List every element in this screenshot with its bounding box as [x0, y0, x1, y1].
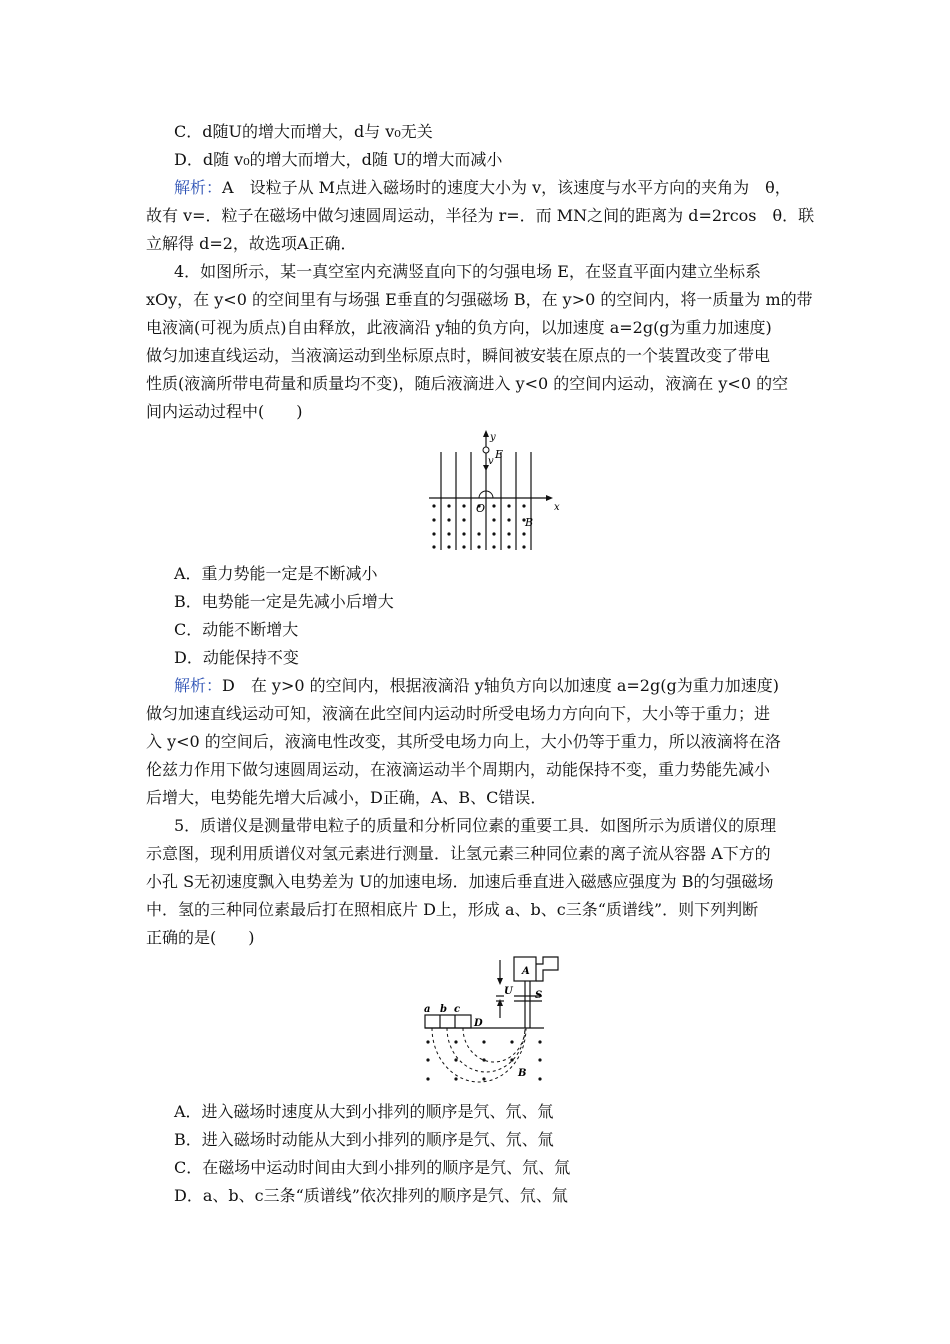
label-u: U [504, 986, 513, 997]
label-b: B [525, 516, 534, 529]
q3-answer-line-3: 立解得 d=2，故选项A正确． [146, 234, 357, 253]
label-e: E [495, 448, 504, 461]
q4-answer-line-2: 做匀加速直线运动可知，液滴在此空间内运动时所受电场力方向向下，大小等于重力；进 [146, 704, 771, 723]
q5-mass-spectrometer-diagram [418, 952, 568, 1094]
q4-option-b: B．电势能一定是先减小后增大 [174, 592, 394, 611]
q3-answer-line-2: 故有 v=．粒子在磁场中做匀速圆周运动，半径为 r=．而 MN之间的距离为 d=2rcos θ．联 [146, 206, 815, 225]
q3-option-d: D．d随 v₀的增大而增大，d随 U的增大而减小 [174, 150, 503, 169]
q5-stem-line-1: 5．质谱仪是测量带电粒子的质量和分析同位素的重要工具．如图所示为质谱仪的原理 [174, 816, 777, 835]
q4-option-d: D．动能保持不变 [174, 648, 299, 667]
q5-option-c: C．在磁场中运动时间由大到小排列的顺序是氕、氘、氚 [174, 1158, 571, 1177]
answer-label: 解析： [174, 178, 223, 197]
label-a: a [424, 1004, 431, 1015]
q3-option-c: C．d随U的增大而增大，d与 v₀无关 [174, 122, 433, 141]
label-field-b: B [518, 1068, 527, 1079]
q5-stem-line-5: 正确的是( ) [146, 928, 255, 947]
q5-stem-line-2: 示意图，现利用质谱仪对氢元素进行测量．让氢元素三种同位素的离子流从容器 A下方的 [146, 844, 771, 863]
label-s: S [535, 990, 543, 1001]
q4-stem-line-1: 4．如图所示，某一真空室内充满竖直向下的匀强电场 E，在竖直平面内建立坐标系 [174, 262, 761, 281]
q4-stem-line-6: 间内运动过程中( ) [146, 402, 303, 421]
label-container-a: A [522, 966, 530, 977]
q4-answer-line-3: 入 y<0 的空间后，液滴电性改变，其所受电场力向上，大小仍等于重力，所以液滴将在洛 [146, 732, 781, 751]
q4-stem-line-5: 性质(液滴所带电荷量和质量均不变)，随后液滴进入 y<0 的空间内运动，液滴在 y<0 的空 [146, 374, 789, 393]
q4-option-c: C．动能不断增大 [174, 620, 299, 639]
q4-option-a: A．重力势能一定是不断减小 [174, 564, 378, 583]
answer-text: D 在 y>0 的空间内，根据液滴沿 y轴负方向以加速度 a=2g(g为重力加速度) [222, 676, 779, 695]
q5-option-b: B．进入磁场时动能从大到小排列的顺序是氕、氘、氚 [174, 1130, 554, 1149]
q3-answer-line-1 [174, 174, 791, 202]
label-c: c [454, 1004, 461, 1015]
q4-stem-line-2: xOy，在 y<0 的空间里有与场强 E垂直的匀强磁场 B，在 y>0 的空间内，将一质量为 m的带 [146, 290, 813, 309]
q4-stem-line-4: 做匀加速直线运动，当液滴运动到坐标原点时，瞬间被安装在原点的一个装置改变了带电 [146, 346, 771, 365]
label-o: O [476, 502, 486, 515]
q5-option-a: A．进入磁场时速度从大到小排列的顺序是氕、氘、氚 [174, 1102, 554, 1121]
q5-stem-line-4: 中．氢的三种同位素最后打在照相底片 D上，形成 a、b、c三条“质谱线”．则下列判断 [146, 900, 759, 919]
label-x: x [554, 502, 560, 513]
label-b-line: b [440, 1004, 447, 1015]
q4-answer-line-1 [174, 672, 779, 700]
q4-stem-line-3: 电液滴(可视为质点)自由释放，此液滴沿 y轴的负方向，以加速度 a=2g(g为重力加速度) [146, 318, 772, 337]
answer-label: 解析： [174, 676, 223, 695]
q4-field-diagram [425, 428, 565, 552]
q5-stem-line-3: 小孔 S无初速度飘入电势差为 U的加速电场．加速后垂直进入磁感应强度为 B的匀强磁场 [146, 872, 774, 891]
label-v: v [488, 456, 494, 467]
answer-text: A 设粒子从 M点进入磁场时的速度大小为 v，该速度与水平方向的夹角为 θ， [222, 178, 791, 197]
label-y: y [490, 432, 496, 443]
q5-option-d: D．a、b、c三条“质谱线”依次排列的顺序是氕、氘、氚 [174, 1186, 568, 1205]
label-d: D [474, 1018, 483, 1029]
q4-answer-line-5: 后增大，电势能先增大后减小，D正确，A、B、C错误． [146, 788, 547, 807]
q4-answer-line-4: 伦兹力作用下做匀速圆周运动，在液滴运动半个周期内，动能保持不变，重力势能先减小 [146, 760, 771, 779]
